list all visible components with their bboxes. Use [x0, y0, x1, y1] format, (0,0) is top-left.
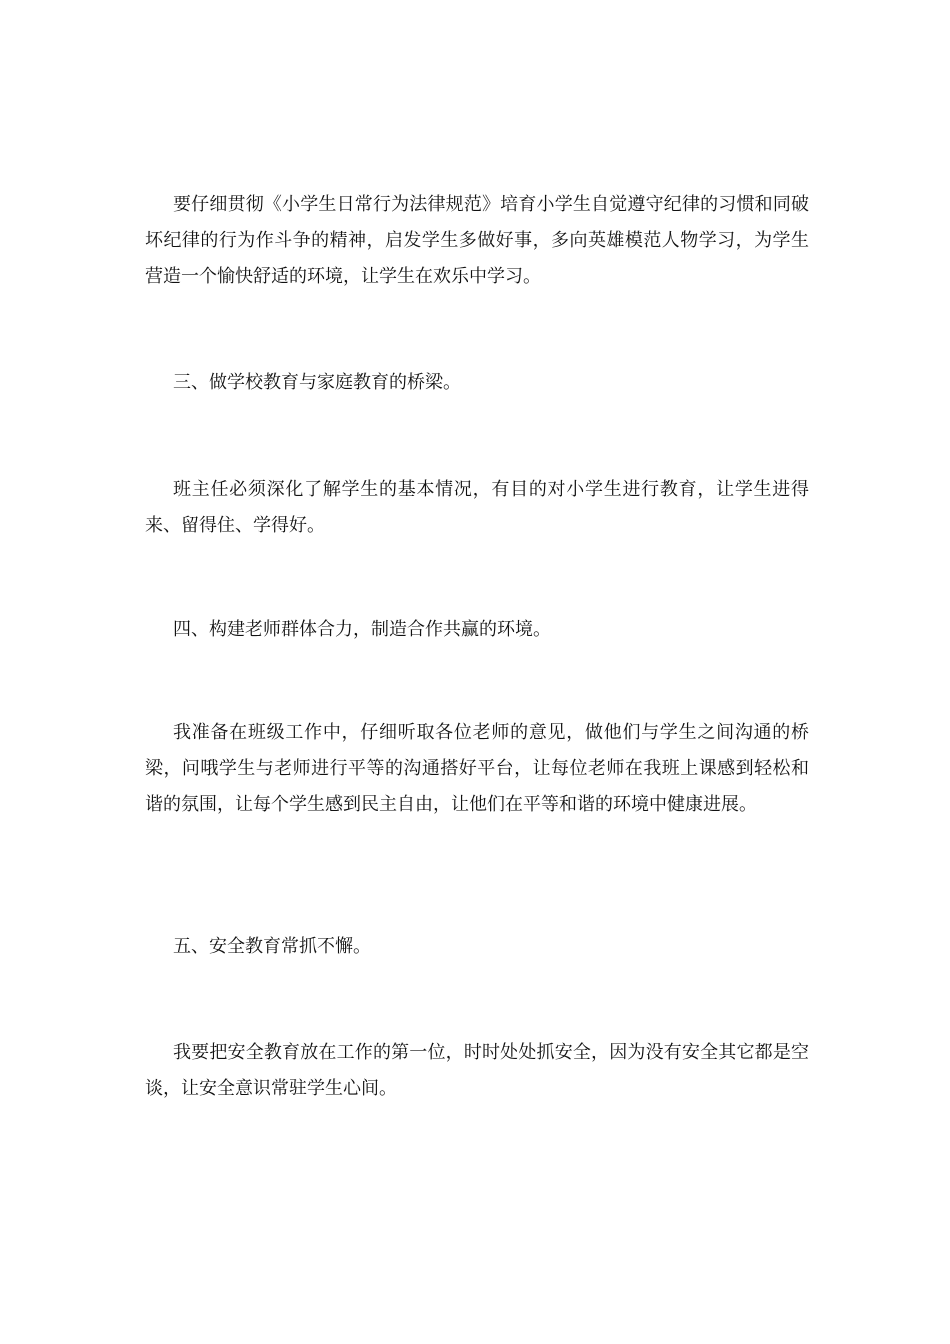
- heading-section-5: 五、安全教育常抓不懈。: [173, 936, 371, 957]
- paragraph-student-situation: 班主任必须深化了解学生的基本情况，有目的对小学生进行教育，让学生进得来、留得住、学得好。: [145, 479, 809, 536]
- heading-section-4: 四、构建老师群体合力，制造合作共赢的环境。: [173, 619, 551, 640]
- paragraph-teacher-cooperation: 我准备在班级工作中，仔细听取各位老师的意见，做他们与学生之间沟通的桥梁，问哦学生与老师进行平等的沟通搭好平台，让每位老师在我班上课感到轻松和谐的氛围，让每个学生感到民主自由，让他们在平等和谐的环境中健康进展。: [145, 722, 809, 815]
- paragraph-safety-education: 我要把安全教育放在工作的第一位，时时处处抓安全，因为没有安全其它都是空谈，让安全意识常驻学生心间。: [145, 1042, 809, 1099]
- heading-section-3: 三、做学校教育与家庭教育的桥梁。: [173, 372, 461, 393]
- paragraph-discipline: 要仔细贯彻《小学生日常行为法律规范》培育小学生自觉遵守纪律的习惯和同破坏纪律的行为作斗争的精神，启发学生多做好事，多向英雄模范人物学习，为学生营造一个愉快舒适的环境，让学生在欢乐中学习。: [145, 194, 809, 287]
